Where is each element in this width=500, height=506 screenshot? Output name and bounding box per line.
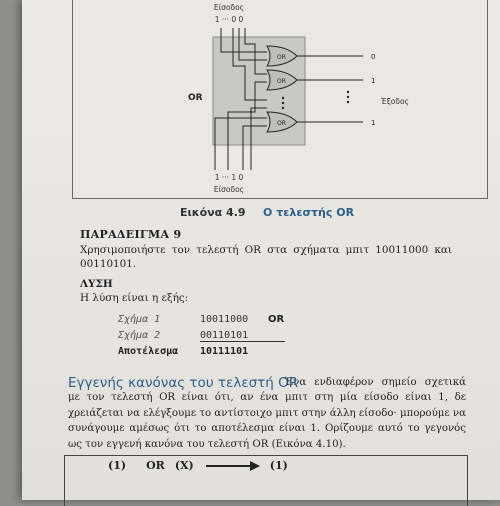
output-bit-1: 0	[371, 53, 376, 61]
rule-x: (X)	[174, 459, 194, 472]
figure-frame	[72, 0, 488, 199]
operator-label: OR	[188, 93, 203, 103]
or-operator-diagram	[73, 0, 487, 198]
rule-right: (1)	[269, 459, 288, 472]
pattern-1-label: Σχήμα 1	[118, 314, 161, 325]
pattern-1-value: 10011000	[200, 314, 249, 325]
output-bit-3: 1	[371, 119, 376, 127]
gate-label: OR	[277, 120, 286, 127]
example-title: ΠΑΡΑΔΕΙΓΜΑ 9	[80, 228, 182, 241]
example-text: Χρησιμοποιήστε τον τελεστή OR στα σχήματα μπιτ 10011000 και 00110101.	[80, 244, 452, 270]
bottom-input-label: Είσοδος	[213, 185, 245, 194]
solution-text: Η λύση είναι η εξής:	[80, 292, 189, 304]
output-label: Έξοδος	[381, 97, 409, 106]
rule-row	[108, 459, 288, 472]
output-bit-2: 1	[371, 77, 376, 85]
rule-op: OR	[146, 459, 165, 472]
figure-caption	[180, 206, 354, 219]
pattern-2-value: 00110101	[200, 330, 249, 341]
rule-left: (1)	[108, 459, 127, 472]
caption-title: Ο τελεστής OR	[263, 206, 355, 219]
result-label: Αποτέλεσμα	[118, 346, 179, 357]
section-body: Ένα ενδιαφέρον σημείο σχετικά με τον τελεστή OR είναι ότι, αν ένα μπιτ στη μία είσοδο είναι 1, δε χρειάζεται να ελέγξουμε το αντίστοιχο μπιτ στην άλλη είσοδο· μπορούμε να συνάγουμε αμέσως ότι το αποτέλεσμα είναι 1. Ορίζουμε αυτό το γεγονός ως τον εγγενή κανόνα του τελεστή OR (Εικόνα 4.10).	[68, 377, 466, 450]
result-value: 10111101	[200, 346, 249, 357]
sum-rule	[200, 341, 285, 342]
gate-label: OR	[277, 54, 286, 61]
caption-number: Εικόνα 4.9	[180, 206, 246, 219]
section-heading: Εγγενής κανόνας του τελεστή OR	[68, 375, 299, 391]
top-input-bits: 1 ··· 0 0	[214, 15, 244, 24]
pattern-1-op: OR	[268, 314, 285, 325]
pattern-2-label: Σχήμα 2	[118, 330, 161, 341]
solution-title: ΛΥΣΗ	[80, 278, 113, 290]
top-input-label: Είσοδος	[213, 3, 245, 12]
right-arrow-icon	[206, 461, 260, 471]
gate-label: OR	[277, 78, 286, 85]
bottom-input-bits: 1 ··· 1 0	[214, 173, 244, 182]
